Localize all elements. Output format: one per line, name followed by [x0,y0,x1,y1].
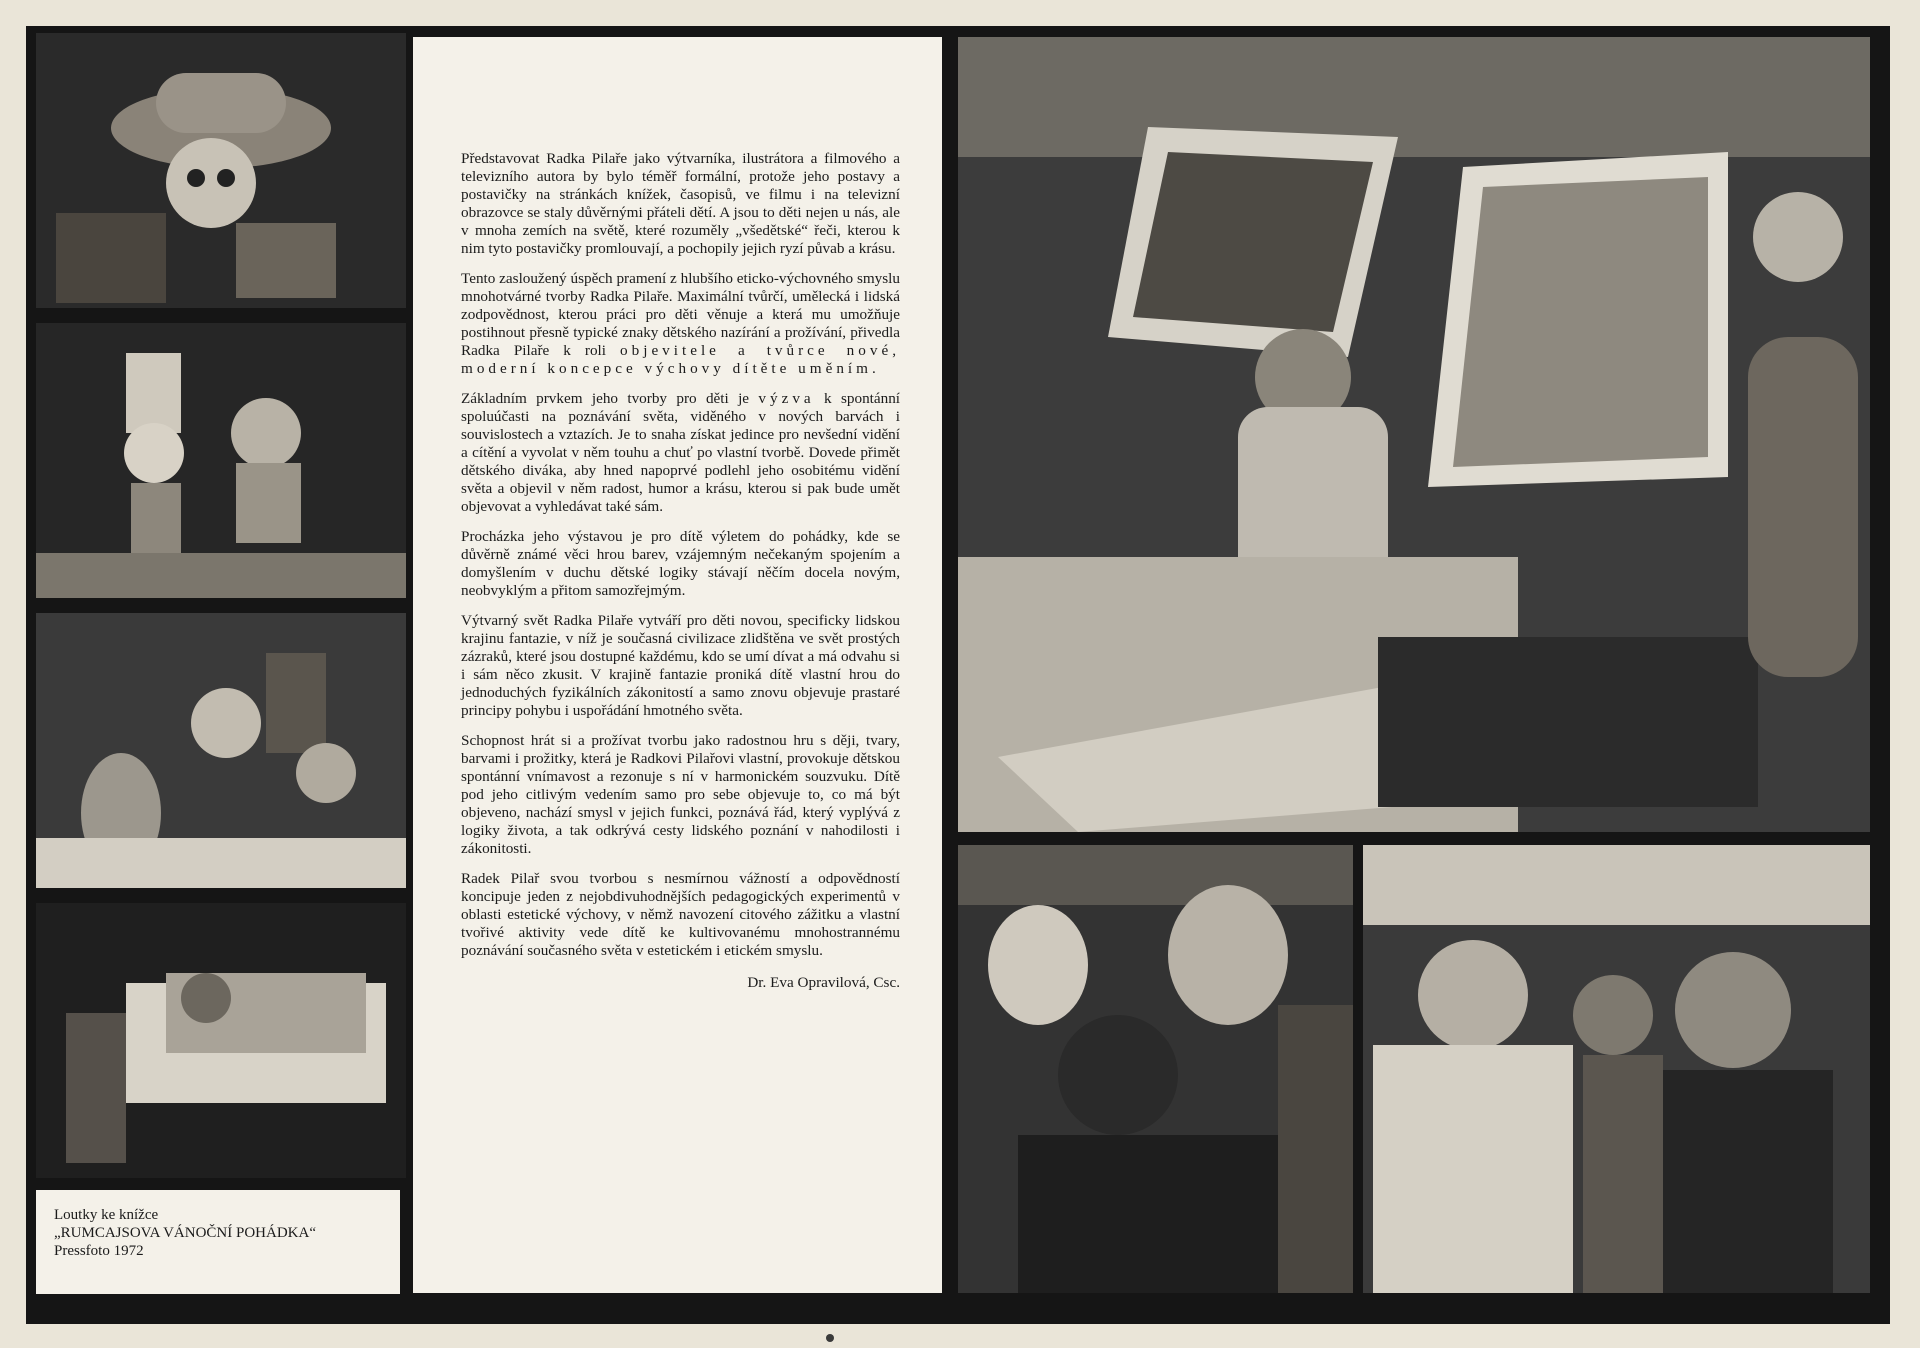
paragraph-3: Základním prvkem jeho tvorby pro děti je výzva k spontánní spoluúčasti na poznávání světa, viděného v nových barvách i souvislostech a vztazích. Je to snaha získat jedince pro nevšední vidění a cítění a vyvolat v něm touhu a chuť po vlastní tvorbě. Dovede přimět dětského diváka, aby hned napoprvé podlehl jeho osobitému vidění světa a objevil v něm radost, humor a krásu, kterou si pak bude umět objevovat a vyhledávat také sám. [461,390,901,515]
paragraph-2: Tento zasloužený úspěch pramení z hlubšího eticko-výchovného smyslu mnohotvárné tvorby Radka Pilaře. Maximální tvůrčí, umělecká i lidská zodpovědnost, kterou práci pro děti věnuje a která mu umožňuje postihnout přesně typické znaky dětského nazírání a prožívání, přivedla Radka Pilaře k roli objevitele a tvůrce nové, moderní koncepce výchovy dítěte uměním. [461,270,901,377]
caption-line-1: Loutky ke knížce [54,1207,159,1223]
spaced-emphasis: výzva [758,390,815,407]
paragraph-4: Procházka jeho výstavou je pro dítě výletem do pohádky, kde se důvěrně známé věci hrou barev, vzájemným nečekaným spojením a domyšlením v duchu dětské logiky stávají něčím docela novým, neobvyklým a přitom samozřejmým. [461,528,900,599]
puppet-photo-4 [36,903,406,1178]
author-signature: Dr. Eva Opravilová, Csc. [747,974,900,991]
paragraph-1: Představovat Radka Pilaře jako výtvarníka, ilustrátora a filmového a televizního autora by bylo téměř formální, protože jeho postavy a postavičky na stránkách knížek, časopisů, ve filmu i na televizní obrazovce se staly důvěrnými přáteli dětí. A jsou to děti nejen u nás, ale v mnoha zemích na světě, které rozuměly „všedětské“ řeči, kterou k nim tyto postavičky promlouvají, a pochopily jejich ryzí půvab a krásu. [461,150,900,257]
print-mark [826,1334,834,1342]
photo-caption [36,1190,400,1294]
puppet-photo-3 [36,613,406,888]
studio-photo [958,37,1870,832]
paragraph-5: Výtvarný svět Radka Pilaře vytváří pro děti novou, specificky lidskou krajinu fantazie, v níž je současná civilizace zlidštěna ve svět prostých zázraků, které jsou dostupné každému, kdo se umí dívat a má odvahu si i sám něco zkusit. V krajině fantazie proniká dítě vlastní hrou do jednoduchých fyzikálních zákonitostí a samo znovu objevuje prastaré principy pohybu i uspořádání hmotného světa. [461,612,900,719]
caption-line-2: „RUMCAJSOVA VÁNOČNÍ POHÁDKA“ [54,1225,316,1241]
puppet-photo-2 [36,323,406,598]
paragraph-7: Radek Pilař svou tvorbou s nesmírnou vážností a odpovědností koncipuje jeden z nejobdivuhodnějších pedagogických experimentů v oblasti estetické výchovy, v němž navození citového zážitku a vlastní tvořivé aktivity vede dítě ke kultivovanému mnohostrannému poznávání současného světa v estetickém i etickém smyslu. [461,870,900,959]
puppet-photo-1 [36,33,406,308]
article-text [413,37,942,1293]
spaced-emphasis: objevitele a tvůrce nové, moderní koncepce výchovy dítěte uměním. [461,342,901,377]
exhibition-photo-left [958,845,1353,1293]
paragraph-6: Schopnost hrát si a prožívat tvorbu jako radostnou hru s ději, tvary, barvami i prožitky, která je Radkovi Pilařovi vlastní, provokuje dětskou spontánní vnímavost a rezonuje s ní v harmonickém souzvuku. Dítě pod jeho citlivým vedením samo pro sebe objevuje to, co má být objeveno, nachází smysl v jejich funkci, poznává řád, který vyplývá z logiky života, a tak odkrývá cesty lidského poznání v nahodilosti i zákonitosti. [461,732,900,857]
exhibition-photo-right [1363,845,1870,1293]
caption-line-3: Pressfoto 1972 [54,1243,144,1259]
